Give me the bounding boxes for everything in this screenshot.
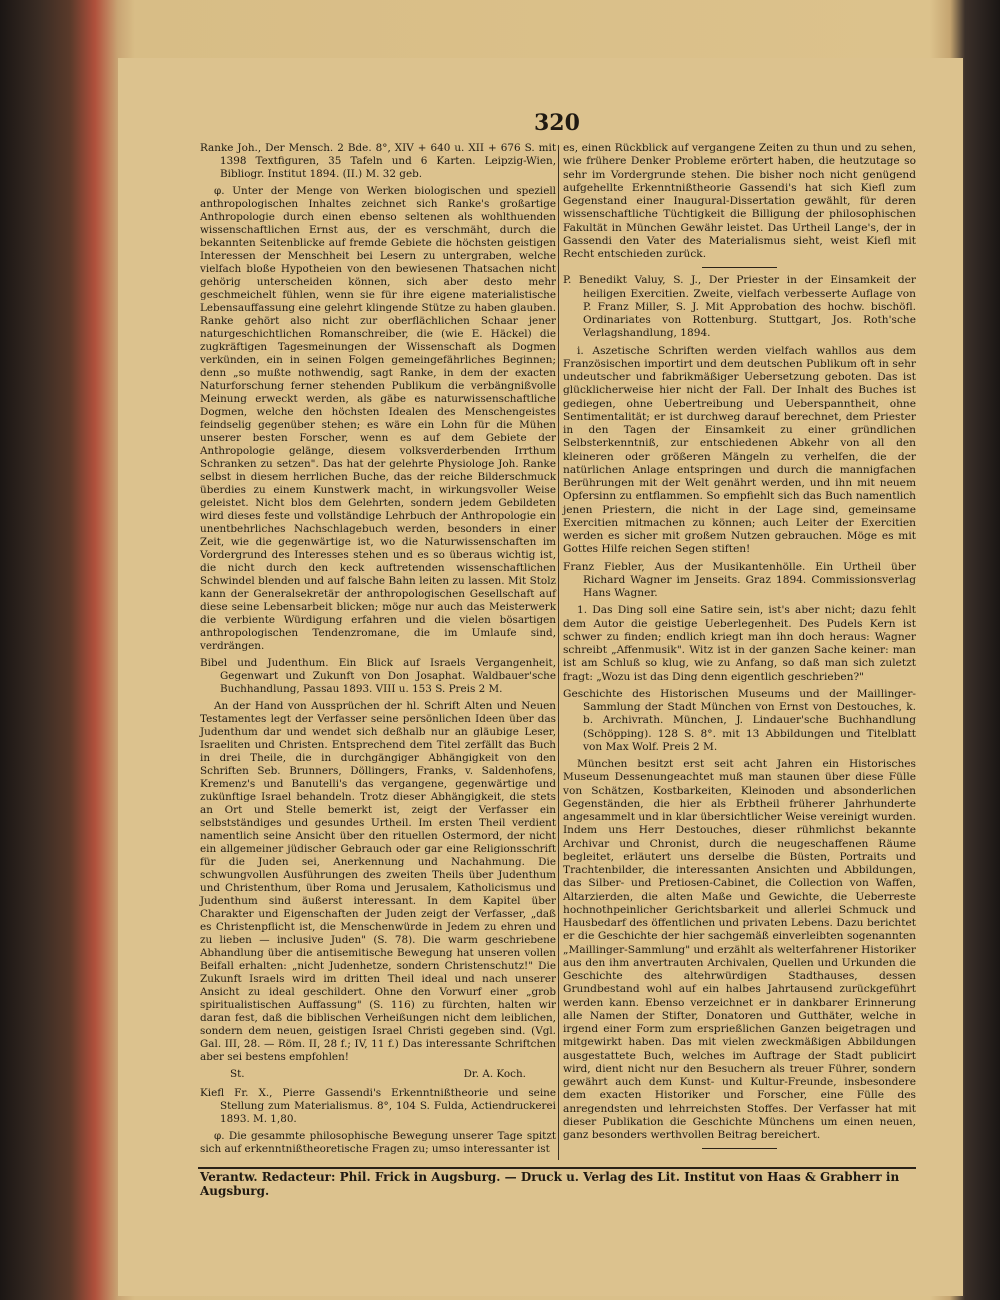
entry-bibel-review: An der Hand von Aussprüchen der hl. Schrift Alten und Neuen Testamentes legt der Verfasser seine persönlichen Ideen über das Judenthum dar und wendet sich deßhalb nur an gläubige Leser, Israeliten und Christen. Entsprechend dem Titel zerfällt das Buch in drei Theile, die in durchgängiger Abhängigkeit von den Schriften Seb. Brunners, Döllingers, Franks, v. Saldenhofens, Kremenz's und Banutelli's das vergangene, gegenwärtige und zukünftige Israel behandeln. Trotz dieser Abhängigkeit, die stets an Ort und Stelle bemerkt ist, zeigt der Verfasser ein selbstständiges und gesundes Urtheil. Im ersten Theil verdient namentlich seine Ansicht über den rituellen Ostermord, der nicht ein allgemeiner jüdischer Gebrauch oder gar eine Religionsschrift für die Juden sei, Anerkennung und Nachahmung. Die schwungvollen Ausführungen des zweiten Theils über Judenthum und Christenthum, über Roma und Jerusalem, Katholicismus und Judenthum sind äußerst interessant. In dem Kapitel über Charakter und Eigenschaften der Juden zeigt der Verfasser, „daß es Christenpflicht ist, die Menschenwürde in Jedem zu ehren und zu lieben — inclusive Juden" (S. 78). Die warm geschriebene Abhandlung über die antisemitische Bewegung hat unseren vollen Beifall erhalten: „nicht Judenhetze, sondern Christenschutz!" Die Zukunft Israels wird im dritten Theil ideal und nach unserer Ansicht zu ideal geschildert. Ohne den Vorwurf einer „grob spiritualistischen Auffassung" (S. 116) zu fürchten, halten wir daran fest, daß die biblischen Verheißungen nicht dem leiblichen, sondern dem neuen, geistigen Israel Christi gegeben sind. (Vgl. Gal. III, 28. — Röm. II, 28 f.; IV, 11 f.) Das interessante Schriftchen aber sei bestens empfohlen!	[200, 700, 556, 1063]
entry-fiebler-review: 1. Das Ding soll eine Satire sein, ist's aber nicht; dazu fehlt dem Autor die geistige Ueberlegenheit. Des Pudels Kern ist schwer zu finden; endlich kriegt man ihn doch heraus: Wagner schreibt „Affenmusik". Witz ist in der ganzen Sache keiner: man ist am Schluß so klug, wie zu Anfang, so daß man sich zuletzt fragt: „Wozu ist das Ding denn eigentlich geschrieben?"	[563, 604, 916, 683]
entry-museum-heading: Geschichte des Historischen Museums und der Maillinger-Sammlung der Stadt München von Ernst von Destouches, k. b. Archivrath. München, J. Lindauer'sche Buchhandlung (Schöpping). 128 S. 8°. mit 13 Abbildungen und Titelblatt von Max Wolf. Preis 2 M.	[563, 687, 916, 753]
signature-place: St.	[230, 1068, 245, 1080]
entry-fiebler-heading: Franz Fiebler, Aus der Musikantenhölle. Ein Urtheil über Richard Wagner im Jenseits. Graz 1894. Commissionsverlag Hans Wagner.	[563, 560, 916, 599]
end-rule	[702, 1148, 777, 1149]
imprint-footer: Verantw. Redacteur: Phil. Frick in Augsburg. — Druck u. Verlag des Lit. Institut von Haas & Grabherr in Augsburg.	[200, 1170, 900, 1198]
separator-rule	[702, 267, 777, 268]
entry-kiefl-review-start: φ. Die gesammte philosophische Bewegung unserer Tage spitzt sich auf erkenntnißtheoretische Fragen zu; umso interessanter ist	[200, 1130, 556, 1155]
entry-bibel-heading: Bibel und Judenthum. Ein Blick auf Israels Vergangenheit, Gegenwart und Zukunft von Don Josaphat. Waldbauer'sche Buchhandlung, Passau 1893. VIII u. 153 S. Preis 2 M.	[200, 657, 556, 695]
entry-kiefl-review-cont: es, einen Rückblick auf vergangene Zeiten zu thun und zu sehen, wie frühere Denker Probleme erörtert haben, die heutzutage so sehr im Vordergrunde stehen. Die bisher noch nicht genügend aufgehellte Erkenntnißtheorie Gassendi's hat sich Kiefl zum Gegenstand einer Inaugural-Dissertation gewählt, für deren wissenschaftliche Tüchtigkeit die Billigung der philosophischen Fakultät in München Gewähr leistet. Das Urtheil Lange's, der in Gassendi den Vater des Materialismus sieht, weist Kiefl mit Recht entschieden zurück.	[563, 142, 916, 260]
entry-kiefl-heading: Kiefl Fr. X., Pierre Gassendi's Erkenntnißtheorie und seine Stellung zum Materialismus. 8°, 104 S. Fulda, Actiendruckerei 1893. M. 1,80.	[200, 1087, 556, 1125]
signature-name: Dr. A. Koch.	[463, 1068, 526, 1080]
entry-ranke-review: φ. Unter der Menge von Werken biologischen und speziell anthropologischen Inhaltes zeichnet sich Ranke's großartige Anthropologie durch einen ebenso seltenen als wohlthuenden wissenschaftlichen Ernst aus, der es verschmäht, durch die bekannten Seitenblicke auf fremde Gebiete die höchsten geistigen Interessen der Menschheit bei Lesern zu untergraben, welche vielfach bloße Hypotheien von den bewiesenen Thatsachen nicht gehörig unterscheiden können, sich aber desto mehr geschmeichelt fühlen, wenn sie für ihre eigene materialistische Lebensauffassung eine gelehrt klingende Stütze zu haben glauben. Ranke gehört also nicht zur oberflächlichen Schaar jener naturgeschichtlichen Romanschreiber, die (wie E. Häckel) die zugkräftigen Tagesmeinungen der Wissenschaft als Dogmen verkünden, ein in seinen Folgen gemeingefährliches Beginnen; denn „so mußte nothwendig, sagt Ranke, in dem der exacten Naturforschung ferner stehenden Publikum die verbängnißvolle Meinung erweckt werden, als gäbe es naturwissenschaftliche Dogmen, welche den höchsten Idealen des Menschengeistes feindselig gegenüber stehen; es wäre ein Lohn für die Mühen unserer besten Forscher, wenn es auf dem Gebiete der Anthropologie gelänge, diesem volksverderbenden Irrthum Schranken zu setzen". Das hat der gelehrte Physiologe Joh. Ranke selbst in diesem herrlichen Buche, das der reiche Bilderschmuck überdies zu einem Kunstwerk macht, in wirkungsvoller Weise geleistet. Nicht blos dem Gelehrten, sondern jedem Gebildeten wird dieses feste und vollständige Lehrbuch der Anthropologie ein unentbehrliches Nachschlagebuch werden, besonders in einer Zeit, wie die gegenwärtige ist, wo die Naturwissenschaften im Vordergrund des Interesses stehen und es so überaus wichtig ist, die nicht durch den keck auftretenden wissenschaftlichen Schwindel blenden und auf falsche Bahn leiten zu lassen. Mit Stolz kann der Generalsekretär der anthropologischen Gesellschaft auf diese seine Lebensarbeit blicken; möge nur auch das Meisterwerk die verbiente Würdigung erfahren und die vielen bösartigen anthropologischen Tendenzromane, die im Umlaufe sind, verdrängen.	[200, 185, 556, 652]
entry-museum-review: München besitzt erst seit acht Jahren ein Historisches Museum Dessenungeachtet muß man staunen über diese Fülle von Schätzen, Kostbarkeiten, Kleinoden und absonderlichen Gegenständen, die hier als Erbtheil früherer Jahrhunderte angesammelt und in klar übersichtlicher Weise vereinigt wurden. Indem uns Herr Destouches, dieser rühmlichst bekannte Archivar und Chronist, durch die neugeschaffenen Räume begleitet, erläutert uns derselbe die Büsten, Portraits und Trachtenbilder, die interessanten Ansichten und Abbildungen, das Silber- und Pretiosen-Cabinet, die Collection von Waffen, Altarzierden, die alten Maße und Gewichte, die Ueberreste hochnothpeinlicher Gerichtsbarkeit und allerlei Schmuck und Hausbedarf des öffentlichen und privaten Lebens. Dazu berichtet er die Geschichte der hier sachgemäß einverleibten sogenannten „Maillinger-Sammlung" und erzählt als welterfahrener Historiker aus den ihm anvertrauten Archivalen, Quellen und Urkunden die Geschichte des altehrwürdigen Stadthauses, dessen Grundbestand wohl auf ein halbes Jahrtausend zurückgeführt werden kann. Ebenso verzeichnet er in dankbarer Erinnerung alle Namen der Stifter, Donatoren und Gutthäter, welche in irgend einer Form zum ersprießlichen Ganzen beigetragen und mitgewirkt haben. Das mit vielen zweckmäßigen Abbildungen ausgestattete Buch, welches im Auftrage der Stadt publicirt wird, dient nicht nur den Besuchern als treuer Führer, sondern gewährt auch dem Kunst- und Kultur-Freunde, insbesondere dem exacten Historiker und Forscher, eine Fülle des anregendsten und lehrreichsten Stoffes. Der Verfasser hat mit dieser Publikation die Geschichte Münchens um einen neuen, ganz besonders werthvollen Beitrag bereichert.	[563, 758, 916, 1141]
entry-ranke-heading: Ranke Joh., Der Mensch. 2 Bde. 8°, XIV + 640 u. XII + 676 S. mit 1398 Textfiguren, 35 Tafeln und 6 Karten. Leipzig-Wien, Bibliogr. Institut 1894. (II.) M. 32 geb.	[200, 142, 556, 180]
page-number: 320	[534, 110, 580, 136]
column-divider	[558, 145, 559, 1160]
right-column	[563, 142, 916, 1155]
footer-rule	[198, 1167, 916, 1169]
entry-bibel-signature	[200, 1068, 556, 1081]
entry-valuy-heading: P. Benedikt Valuy, S. J., Der Priester in der Einsamkeit der heiligen Exercitien. Zweite, vielfach verbesserte Auflage von P. Franz Miller, S. J. Mit Approbation des hochw. bischöfl. Ordinariates von Rottenburg. Stuttgart, Jos. Roth'sche Verlagshandlung, 1894.	[563, 274, 916, 340]
entry-valuy-review: i. Aszetische Schriften werden vielfach wahllos aus dem Französischen importirt und dem deutschen Publikum oft in sehr undeutscher und fabrikmäßiger Uebersetzung geboten. Das ist glücklicherweise hier nicht der Fall. Der Inhalt des Buches ist gediegen, ohne Uebertreibung und Ueberspanntheit, ohne Sentimentalität; er ist durchweg darauf berechnet, dem Priester in den Tagen der Einsamkeit zu einer gründlichen Selbsterkenntniß, zur entschiedenen Abkehr von all den kleineren oder größeren Mängeln zu verhelfen, die der natürlichen Anlage entspringen und durch die mannigfachen Berührungen mit der Welt genährt werden, und ihn mit neuem Opfersinn zu entflammen. So empfiehlt sich das Buch namentlich jenen Priestern, die nicht in der Lage sind, gemeinsame Exercitien mitmachen zu können; auch Leiter der Exercitien werden es sicher mit großem Nutzen gebrauchen. Möge es mit Gottes Hilfe reichen Segen stiften!	[563, 344, 916, 556]
left-column	[200, 142, 556, 1160]
